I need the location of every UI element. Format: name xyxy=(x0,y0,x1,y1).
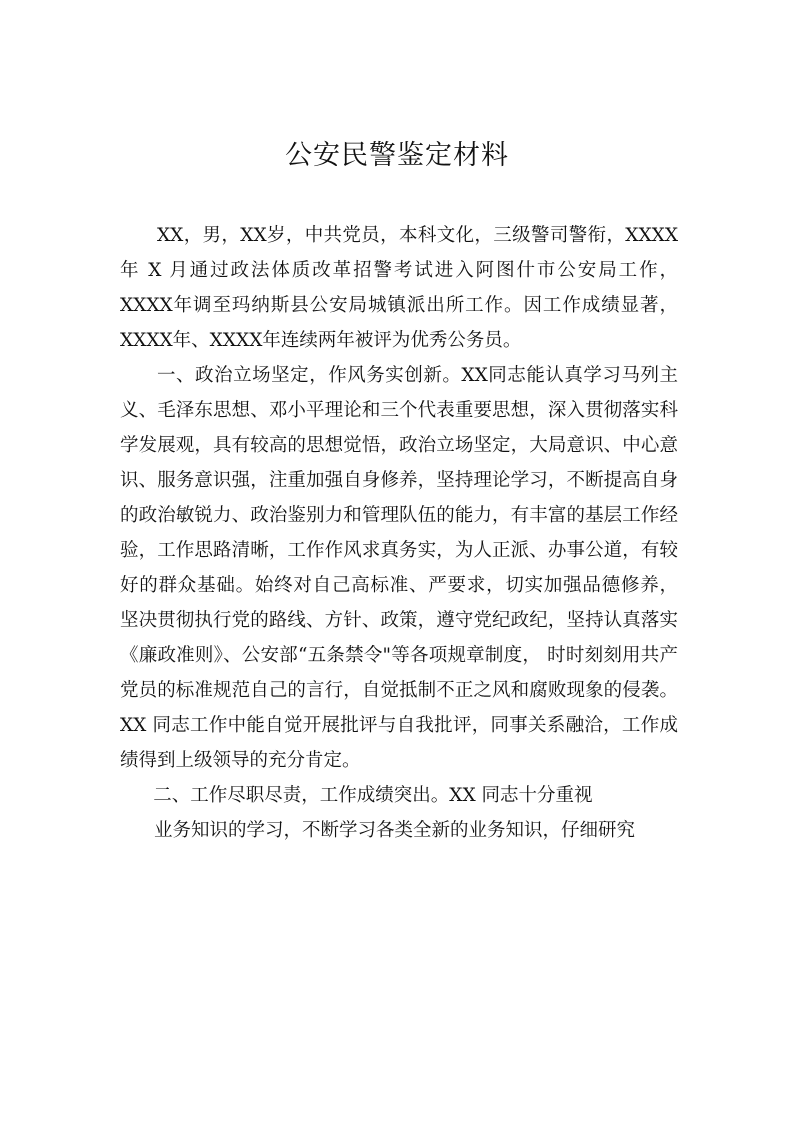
document-title: 公安民警鉴定材料 xyxy=(285,140,509,171)
document-body xyxy=(120,218,678,848)
paragraph-work-duty-continued: 业务知识的学习，不断学习各类全新的业务知识，仔细研究 xyxy=(154,820,636,841)
paragraph-intro: XX，男，XX岁，中共党员，本科文化，三级警司警衔，XXXX 年 X 月通过政法体质改革招警考试进入阿图什市公安局工作，XXXX年调至玛纳斯县公安局城镇派出所工作。因工作成绩显著，XXXX年、XXXX年连续两年被评为优秀公务员。 xyxy=(120,225,678,351)
paragraph-political-stance: 一、政治立场坚定，作风务实创新。XX同志能认真学习马列主义、毛泽东思想、邓小平理论和三个代表重要思想，深入贯彻落实科学发展观，具有较高的思想觉悟，政治立场坚定，大局意识、中心意识、服务意识强，注重加强自身修养，坚持理论学习，不断提高自身的政治敏锐力、政治鉴别力和管理队伍的能力，有丰富的基层工作经验，工作思路清晰，工作作风求真务实，为人正派、办事公道，有较好的群众基础。始终对自己高标准、严要求，切实加强品德修养， 坚决贯彻执行党的路线、方针、政策，遵守党纪政纪，坚持认真落实《廉政准则》、公安部“五条禁令"等各项规章制度， 时时刻刻用共产党员的标准规范自己的言行，自觉抵制不正之风和腐败现象的侵袭。XX 同志工作中能自觉开展批评与自我批评，同事关系融洽，工作成绩得到上级领导的充分肯定。 xyxy=(120,365,678,771)
paragraph-work-duty: 二、工作尽职尽责，工作成绩突出。XX 同志十分重视 xyxy=(153,785,593,806)
